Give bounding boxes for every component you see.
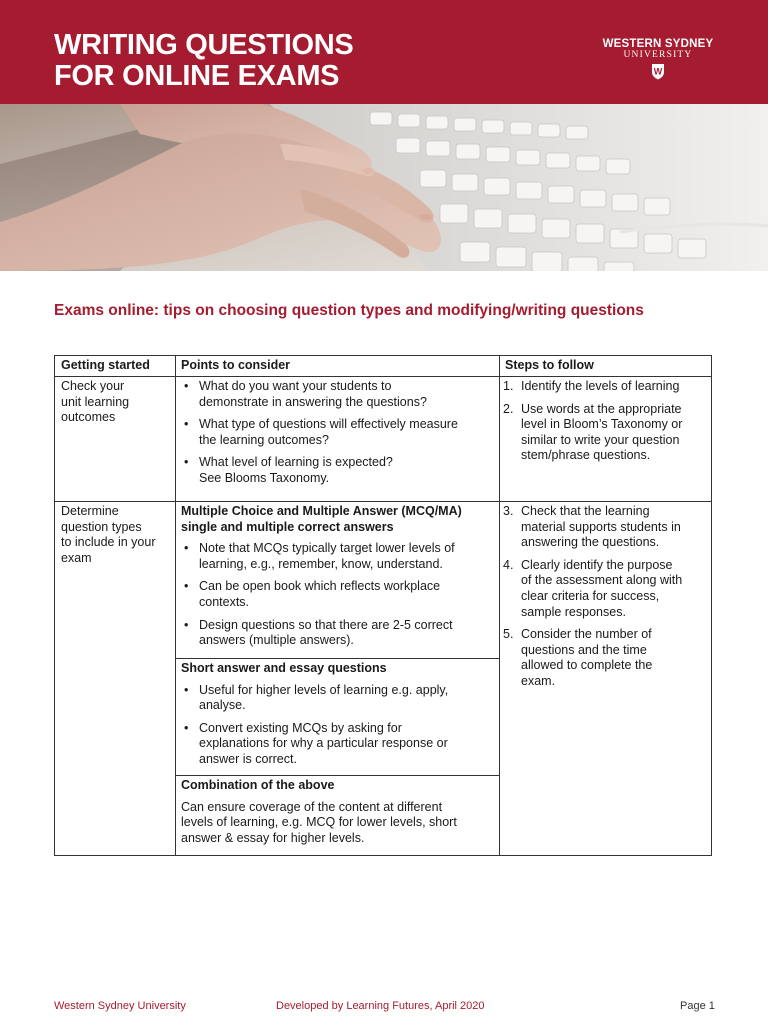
combination-text-line: levels of learning, e.g. MCQ for lower levels, short [181, 815, 457, 830]
mcq-heading-line: Multiple Choice and Multiple Answer (MCQ/MA) [181, 504, 462, 518]
hands-on-keyboard-image [0, 104, 768, 271]
shield-w-icon [651, 63, 665, 80]
combination-heading: Combination of the above [181, 778, 335, 792]
header-photo [0, 104, 768, 271]
section-subtitle: Exams online: tips on choosing question types and modifying/writing questions [54, 302, 644, 319]
logo-text-line-2: UNIVERSITY [623, 50, 693, 60]
short-combo-divider [175, 775, 500, 776]
tips-table [54, 355, 712, 856]
header-points-to-consider: Points to consider [181, 358, 291, 372]
header-getting-started: Getting started [61, 358, 150, 372]
list-item-line: contexts. [199, 594, 250, 609]
list-item-line: learning, e.g., remember, know, understand. [199, 556, 443, 571]
mcq-section [181, 504, 497, 656]
step-line: Use words at the appropriate [521, 401, 682, 416]
list-item-line: See Blooms Taxonomy. [199, 470, 330, 485]
list-item-line: • What level of learning is expected? [199, 455, 393, 470]
header-banner [0, 0, 768, 104]
column-divider-2 [499, 356, 500, 855]
mcq-short-divider [175, 658, 500, 659]
list-item [181, 541, 497, 572]
list-item [181, 683, 497, 714]
list-item-line: • Can be open book which reflects workplace [199, 579, 441, 594]
short-answer-heading: Short answer and essay questions [181, 661, 387, 675]
step-line: Identify the levels of learning [521, 379, 680, 393]
step-number: 3. [503, 504, 514, 518]
row1-points-list [181, 379, 495, 494]
mcq-heading [181, 504, 497, 535]
step-line: stem/phrase questions. [521, 448, 651, 463]
row1-getting-started-line: Check your [61, 379, 125, 393]
step-line: exam. [521, 673, 556, 688]
list-item-line: • Design questions so that there are 2-5 correct [199, 617, 453, 632]
row2-getting-started-line: question types [61, 519, 142, 534]
step-number: 1. [503, 379, 514, 393]
list-item [181, 417, 495, 448]
row1-getting-started-line: unit learning [61, 394, 130, 409]
combination-text-line: Can ensure coverage of the content at different [181, 799, 443, 814]
step-item [503, 379, 709, 395]
step-item [503, 504, 709, 551]
list-item-line: demonstrate in answering the questions? [199, 394, 427, 409]
step-line: material supports students in [521, 519, 681, 534]
step-line: answering the questions. [521, 535, 660, 550]
list-item-line: the learning outcomes? [199, 432, 329, 447]
mcq-points-list [181, 541, 497, 649]
step-number: 4. [503, 557, 514, 572]
step-line: allowed to complete the [521, 658, 653, 673]
list-item [181, 379, 495, 410]
list-item [181, 721, 497, 768]
list-item-line: answer is correct. [199, 751, 297, 766]
row2-getting-started [61, 504, 173, 566]
title-line-2: FOR ONLINE EXAMS [54, 60, 340, 92]
document-title [54, 30, 353, 92]
step-item [503, 627, 709, 689]
step-line: Check that the learning [521, 504, 650, 518]
mcq-heading-line: single and multiple correct answers [181, 519, 394, 534]
row1-getting-started [61, 379, 171, 426]
step-line: Consider the number of [521, 627, 652, 642]
list-item-line: • Note that MCQs typically target lower levels of [199, 541, 455, 556]
step-line: questions and the time [521, 642, 647, 657]
step-line: level in Bloom’s Taxonomy or [521, 417, 683, 432]
short-answer-points-list [181, 683, 497, 768]
footer-page-number: Page 1 [680, 1000, 715, 1012]
step-line: clear criteria for success, [521, 588, 660, 603]
title-line-1: WRITING QUESTIONS [54, 29, 354, 61]
header-row-divider [55, 376, 711, 377]
row2-getting-started-line: to include in your [61, 535, 156, 550]
logo-mark-text: W [653, 66, 663, 77]
step-line: similar to write your question [521, 432, 680, 447]
row1-steps-list [503, 379, 709, 471]
step-number: 5. [503, 627, 514, 642]
row2-getting-started-line: exam [61, 550, 92, 565]
list-item-line: • Convert existing MCQs by asking for [199, 720, 402, 735]
list-item [181, 455, 495, 486]
list-item-line: answers (multiple answers). [199, 633, 354, 648]
row-divider [55, 501, 711, 502]
row1-getting-started-line: outcomes [61, 410, 116, 425]
header-steps-to-follow: Steps to follow [505, 358, 594, 372]
list-item-line: • What do you want your students to [199, 379, 392, 393]
combination-section [181, 778, 497, 846]
list-item-line: • What type of questions will effectively measure [199, 417, 458, 432]
list-item-line: explanations for why a particular response or [199, 736, 448, 751]
step-line: of the assessment along with [521, 573, 683, 588]
list-item [181, 579, 497, 610]
combination-text-line: answer & essay for higher levels. [181, 830, 365, 845]
step-line: Clearly identify the purpose [521, 557, 673, 572]
step-number: 2. [503, 401, 514, 416]
column-divider-1 [175, 356, 176, 855]
step-line: sample responses. [521, 604, 626, 619]
footer-university: Western Sydney University [54, 1000, 186, 1012]
row2-steps-list [503, 504, 709, 697]
step-item [503, 558, 709, 620]
list-item-line: analyse. [199, 698, 246, 713]
university-logo [592, 38, 724, 80]
step-item [503, 402, 709, 464]
row2-getting-started-line: Determine [61, 504, 119, 518]
logo-text-line-1: WESTERN SYDNEY [602, 38, 714, 50]
list-item [181, 618, 497, 649]
footer-developed-by: Developed by Learning Futures, April 2020 [276, 1000, 485, 1012]
short-answer-section [181, 661, 497, 775]
list-item-line: • Useful for higher levels of learning e.g. apply, [199, 682, 449, 697]
